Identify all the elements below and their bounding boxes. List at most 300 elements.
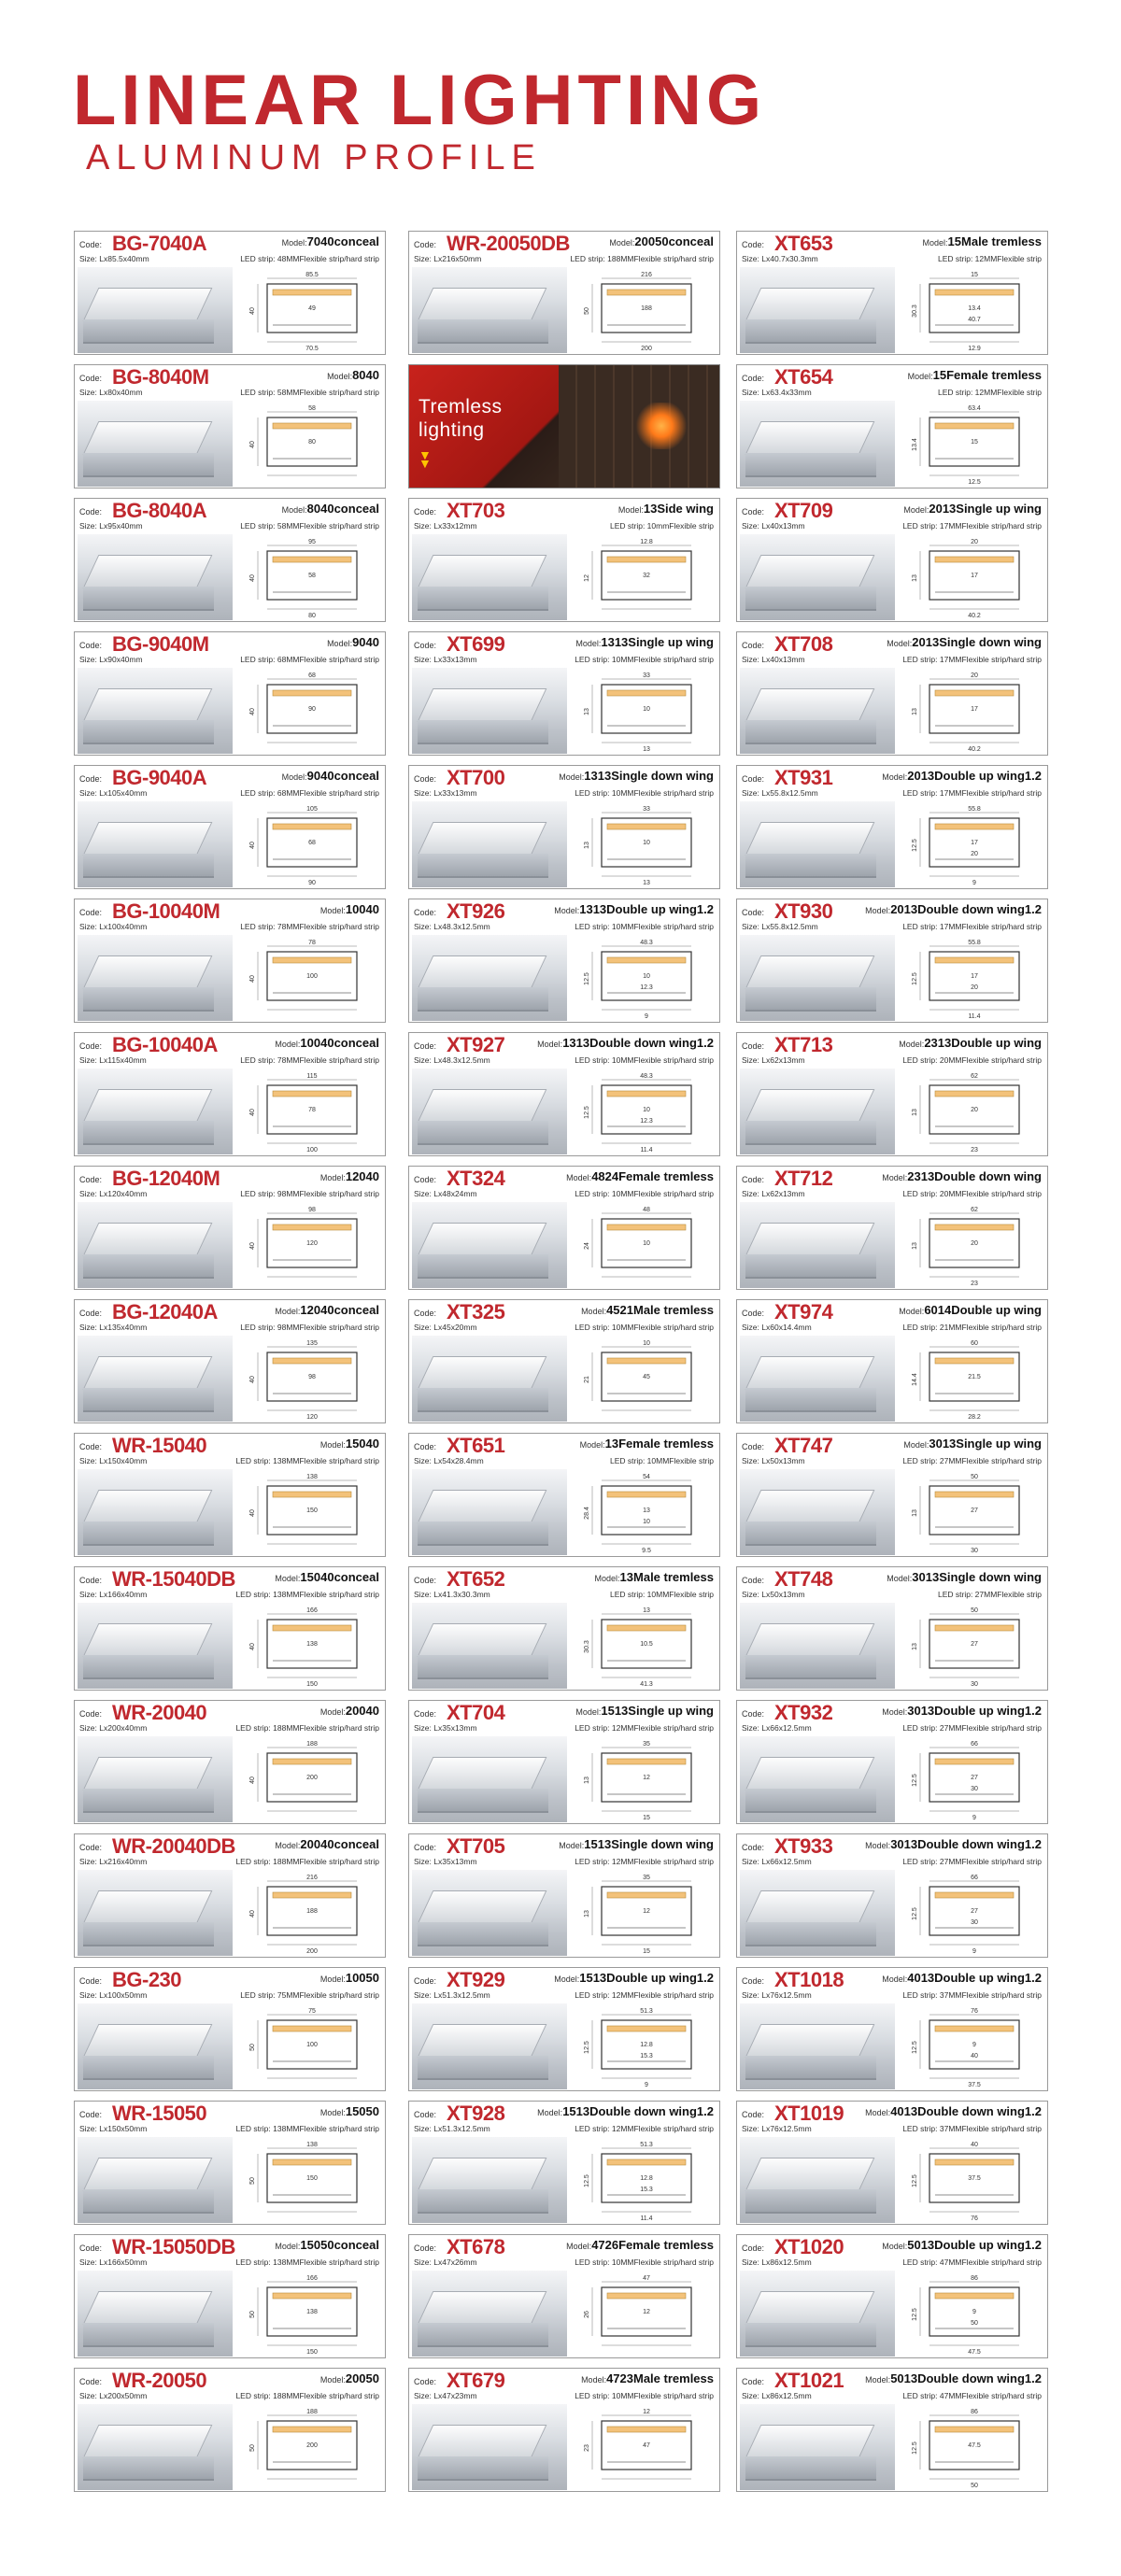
card-header [75, 632, 385, 668]
product-card[interactable] [74, 1299, 386, 1423]
product-card[interactable] [736, 1700, 1048, 1824]
product-card[interactable] [736, 631, 1048, 756]
product-model [899, 1304, 1042, 1318]
product-size [414, 2391, 477, 2400]
code-label: Code: [742, 1309, 765, 1318]
product-led-strip [902, 1857, 1042, 1866]
model-label: Model: [922, 238, 948, 248]
dimension-label-height: 13 [584, 1776, 590, 1784]
product-led-strip [575, 1723, 714, 1733]
dimension-label: 200 [641, 346, 652, 352]
product-card[interactable] [74, 631, 386, 756]
product-model [282, 770, 379, 784]
product-size [414, 521, 477, 531]
model-value: 10040conceal [300, 1036, 379, 1050]
profile-drawing [235, 2139, 383, 2223]
dimension-label-height: 14.4 [912, 1373, 918, 1386]
code-label: Code: [79, 1576, 103, 1585]
product-card[interactable] [408, 631, 720, 756]
product-photo [78, 2404, 233, 2490]
profile-drawing [898, 2272, 1045, 2357]
product-code: XT705 [447, 1834, 505, 1858]
size-label: Size: [742, 1055, 759, 1065]
product-card[interactable] [408, 1967, 720, 2091]
product-size [742, 2258, 812, 2267]
product-card[interactable] [736, 899, 1048, 1023]
product-drawing [898, 1605, 1045, 1689]
model-label: Model: [899, 1307, 925, 1316]
product-drawing [898, 2272, 1045, 2357]
product-card[interactable] [408, 231, 720, 355]
dimension-label: 50 [971, 1607, 978, 1614]
dimension-label: 37.5 [968, 2082, 981, 2088]
product-card[interactable] [74, 2234, 386, 2358]
model-label: Model: [537, 2108, 563, 2117]
product-led-strip [570, 254, 714, 263]
dimension-label: 51.3 [640, 2142, 653, 2148]
product-led-strip [902, 1189, 1042, 1198]
dimension-label: 54 [643, 1474, 650, 1480]
dimension-label: 45 [643, 1374, 650, 1380]
product-card[interactable] [736, 364, 1048, 488]
product-led-strip [938, 388, 1042, 397]
product-card[interactable] [74, 1967, 386, 2091]
product-size [79, 1723, 147, 1733]
dimension-label-height: 12.5 [912, 972, 918, 985]
code-label: Code: [742, 1576, 765, 1585]
led-label: LED strip: [902, 922, 938, 931]
size-value: Lx85.5x40mm [96, 254, 149, 263]
card-header [737, 1033, 1047, 1069]
code-label: Code: [742, 2243, 765, 2253]
dimension-label: 20 [971, 539, 978, 545]
product-drawing [570, 1605, 717, 1689]
product-card[interactable] [408, 1166, 720, 1290]
led-label: LED strip: [902, 1857, 938, 1866]
product-card[interactable] [736, 765, 1048, 889]
product-drawing [898, 536, 1045, 620]
product-model [320, 903, 379, 917]
dimension-label-height: 12.5 [912, 2442, 918, 2455]
dimension-label: 10 [643, 1340, 650, 1347]
card-header [737, 2369, 1047, 2404]
dimension-label: 27 [971, 1507, 978, 1514]
card-header [409, 899, 719, 935]
product-model [559, 1838, 714, 1852]
product-card[interactable] [74, 364, 386, 488]
product-photo [412, 668, 567, 754]
product-led-strip [240, 655, 379, 664]
size-label: Size: [742, 1723, 759, 1733]
profile-drawing [235, 1471, 383, 1555]
dimension-label: 15 [643, 1815, 650, 1821]
model-value: 20050 [345, 2371, 379, 2385]
product-led-strip [610, 1590, 714, 1599]
profile-drawing [570, 1738, 717, 1822]
product-card[interactable] [408, 1299, 720, 1423]
product-model [320, 1972, 379, 1986]
product-drawing [235, 269, 383, 353]
product-led-strip [902, 1323, 1042, 1332]
card-header [409, 1300, 719, 1336]
model-value: 15040 [345, 1437, 379, 1451]
size-label: Size: [742, 254, 759, 263]
profile-drawing [898, 269, 1045, 353]
product-card[interactable] [408, 2368, 720, 2492]
size-label: Size: [742, 788, 759, 798]
card-header [75, 1567, 385, 1603]
product-card[interactable] [74, 1166, 386, 1290]
product-drawing [898, 670, 1045, 754]
product-card[interactable] [736, 1967, 1048, 2091]
dimension-label: 86 [971, 2275, 978, 2282]
dimension-label-height: 50 [249, 2311, 256, 2318]
led-value: 78MMFlexible strip/hard strip [275, 1055, 379, 1065]
profile-drawing [570, 1872, 717, 1956]
led-value: 37MMFlexible strip/hard strip [937, 1990, 1042, 2000]
product-card[interactable] [736, 498, 1048, 622]
product-model [887, 1571, 1042, 1585]
size-label: Size: [414, 1456, 432, 1465]
led-value: 138MMFlexible strip/hard strip [270, 2258, 379, 2267]
dimension-label: 49 [308, 305, 316, 312]
product-model [537, 2105, 714, 2119]
code-label: Code: [79, 2243, 103, 2253]
size-label: Size: [742, 2391, 759, 2400]
dimension-label-height: 40 [249, 708, 256, 715]
model-value: 5013Double up wing1.2 [907, 2238, 1042, 2252]
size-value: Lx55.8x12.5mm [759, 922, 818, 931]
dimension-label: 216 [306, 1875, 318, 1881]
card-header [737, 232, 1047, 267]
profile-drawing [570, 670, 717, 754]
dimension-label: 86 [971, 2409, 978, 2415]
card-header [737, 766, 1047, 801]
product-led-strip [902, 1723, 1042, 1733]
size-value: Lx62x13mm [759, 1055, 805, 1065]
promo-line-2: lighting [419, 419, 485, 441]
product-size [742, 1723, 812, 1733]
dimension-label-height: 26 [584, 2311, 590, 2318]
model-label: Model: [275, 1040, 301, 1049]
product-led-strip [575, 1857, 714, 1866]
led-label: LED strip: [235, 2124, 271, 2133]
led-label: LED strip: [575, 2391, 610, 2400]
product-model [609, 235, 714, 249]
code-label: Code: [79, 641, 103, 650]
product-drawing [570, 1872, 717, 1956]
product-model [327, 369, 379, 383]
product-code: BG-7040A [112, 232, 207, 255]
profile-drawing [898, 2139, 1045, 2223]
model-value: 15Female tremless [932, 368, 1042, 382]
product-card[interactable] [736, 2101, 1048, 2225]
product-drawing [570, 1471, 717, 1555]
profile-drawing [235, 2406, 383, 2490]
product-code: XT747 [774, 1434, 833, 1457]
product-drawing [570, 536, 717, 620]
product-card[interactable] [74, 498, 386, 622]
model-label: Model: [554, 906, 580, 915]
product-size [79, 1323, 147, 1332]
led-label: LED strip: [240, 922, 276, 931]
dimension-label: 12.3 [640, 1118, 653, 1125]
size-value: Lx200x50mm [96, 2391, 148, 2400]
product-card[interactable] [736, 2234, 1048, 2358]
dimension-label: 47 [643, 2442, 650, 2449]
model-value: 20040conceal [300, 1837, 379, 1851]
code-label: Code: [414, 2110, 437, 2119]
product-card[interactable] [74, 2101, 386, 2225]
dimension-label: 48.3 [640, 940, 653, 946]
product-drawing [898, 2406, 1045, 2490]
product-code: XT932 [774, 1701, 833, 1724]
led-value: 17MMFlexible strip/hard strip [937, 655, 1042, 664]
size-value: Lx51.3x12.5mm [431, 1990, 490, 2000]
product-card[interactable] [74, 1833, 386, 1958]
product-photo [740, 801, 895, 887]
product-photo [412, 801, 567, 887]
product-drawing [570, 1338, 717, 1422]
led-label: LED strip: [240, 1055, 276, 1065]
code-label: Code: [742, 240, 765, 249]
product-led-strip [240, 388, 379, 397]
product-led-strip [575, 922, 714, 931]
size-label: Size: [79, 788, 97, 798]
code-label: Code: [79, 1709, 103, 1719]
size-value: Lx115x40mm [96, 1055, 147, 1065]
product-drawing [235, 2139, 383, 2223]
product-card[interactable] [74, 1700, 386, 1824]
product-size [742, 922, 818, 931]
product-model [320, 2372, 379, 2386]
model-label: Model: [566, 1173, 592, 1182]
size-value: Lx47x23mm [431, 2391, 477, 2400]
dimension-label-height: 40 [249, 1776, 256, 1784]
led-label: LED strip: [235, 2258, 271, 2267]
size-value: Lx100x40mm [96, 922, 148, 931]
product-model [320, 2105, 379, 2119]
code-label: Code: [742, 908, 765, 917]
product-led-strip [902, 655, 1042, 664]
product-card[interactable] [736, 1566, 1048, 1691]
product-card[interactable] [74, 899, 386, 1023]
model-value: 9040conceal [306, 769, 379, 783]
size-label: Size: [414, 1189, 432, 1198]
dimension-label-height: 13 [912, 1509, 918, 1517]
card-header [409, 1567, 719, 1603]
led-value: 17MMFlexible strip/hard strip [937, 521, 1042, 531]
dimension-label-height: 12.5 [912, 839, 918, 852]
product-photo [78, 2271, 233, 2357]
product-card[interactable] [74, 1566, 386, 1691]
model-label: Model: [537, 1040, 563, 1049]
size-value: Lx45x20mm [431, 1323, 477, 1332]
model-value: 3013Single up wing [929, 1437, 1042, 1451]
product-code: XT929 [447, 1968, 505, 1991]
product-card[interactable] [736, 1833, 1048, 1958]
dimension-label-height: 40 [249, 1109, 256, 1116]
dimension-label: 63.4 [968, 405, 981, 412]
product-card[interactable] [736, 231, 1048, 355]
led-label: LED strip: [570, 254, 605, 263]
dimension-label: 47.5 [968, 2349, 981, 2356]
product-photo [740, 534, 895, 620]
size-label: Size: [742, 1323, 759, 1332]
product-card[interactable] [736, 1433, 1048, 1557]
profile-drawing [898, 670, 1045, 754]
profile-drawing [898, 1338, 1045, 1422]
product-size [414, 1055, 490, 1065]
page-subtitle: ALUMINUM PROFILE [86, 138, 542, 177]
dimension-label: 9 [972, 1948, 976, 1955]
code-label: Code: [414, 641, 437, 650]
product-card[interactable] [736, 1299, 1048, 1423]
product-card[interactable] [736, 1166, 1048, 1290]
product-photo [740, 1603, 895, 1689]
product-card[interactable] [736, 2368, 1048, 2492]
led-label: LED strip: [235, 1723, 271, 1733]
product-led-strip [902, 1456, 1042, 1465]
dimension-label: 12.8 [640, 539, 653, 545]
product-card[interactable] [408, 498, 720, 622]
size-value: Lx50x13mm [759, 1590, 805, 1599]
size-label: Size: [742, 1189, 759, 1198]
product-drawing [570, 937, 717, 1021]
card-header [409, 1968, 719, 2003]
product-card[interactable] [74, 231, 386, 355]
dimension-label: 20 [971, 672, 978, 679]
product-led-strip [610, 521, 714, 531]
profile-drawing [235, 1338, 383, 1422]
dimension-label: 9 [972, 2042, 976, 2048]
product-code: BG-8040A [112, 499, 207, 522]
product-led-strip [575, 2124, 714, 2133]
size-value: Lx40x13mm [759, 655, 805, 664]
model-label: Model: [319, 1440, 346, 1450]
product-model [275, 1838, 379, 1852]
model-value: 10050 [345, 1971, 379, 1985]
dimension-label: 47 [643, 2275, 650, 2282]
product-card[interactable] [408, 2101, 720, 2225]
product-photo [740, 401, 895, 487]
product-code: BG-10040A [112, 1033, 218, 1056]
product-card[interactable] [736, 1032, 1048, 1156]
dimension-label-height: 50 [249, 2044, 256, 2051]
model-label: Model: [865, 906, 891, 915]
product-model [908, 369, 1042, 383]
dimension-label: 41.3 [640, 1681, 653, 1688]
code-label: Code: [742, 507, 765, 517]
product-card[interactable] [408, 1032, 720, 1156]
dimension-label: 58 [308, 405, 316, 412]
promo-arrow-icon: ▼ ▼ [419, 447, 432, 471]
size-label: Size: [79, 655, 97, 664]
product-led-strip [240, 1323, 379, 1332]
dimension-label: 10 [643, 1107, 650, 1113]
product-model [554, 903, 714, 917]
code-label: Code: [414, 1709, 437, 1719]
size-label: Size: [414, 1723, 432, 1733]
product-code: XT654 [774, 365, 833, 389]
product-size [414, 1723, 477, 1733]
product-card[interactable] [74, 1433, 386, 1557]
dimension-label: 20 [971, 984, 978, 991]
product-led-strip [902, 1990, 1042, 2000]
led-value: 48MMFlexible strip/hard strip [275, 254, 379, 263]
product-card[interactable] [408, 1833, 720, 1958]
product-card[interactable] [74, 2368, 386, 2492]
dimension-label: 120 [306, 1240, 318, 1247]
model-value: 20050conceal [634, 234, 714, 248]
dimension-label: 40 [971, 2053, 978, 2059]
model-value: 1513Single up wing [601, 1704, 714, 1718]
code-label: Code: [414, 1442, 437, 1451]
product-card[interactable] [408, 1433, 720, 1557]
dimension-label: 150 [306, 1507, 318, 1514]
product-drawing [898, 403, 1045, 487]
card-header [409, 499, 719, 534]
product-card[interactable] [74, 1032, 386, 1156]
product-code: BG-9040A [112, 766, 207, 789]
product-card[interactable] [408, 899, 720, 1023]
product-drawing [898, 269, 1045, 353]
product-size [79, 254, 149, 263]
product-size [742, 788, 818, 798]
model-label: Model: [559, 1841, 585, 1850]
dimension-label-height: 30.3 [912, 304, 918, 318]
product-photo [740, 668, 895, 754]
product-photo [740, 2003, 895, 2089]
size-label: Size: [742, 1590, 759, 1599]
product-code: XT748 [774, 1567, 833, 1591]
product-size [79, 521, 143, 531]
model-label: Model: [882, 1707, 908, 1717]
led-value: 21MMFlexible strip/hard strip [937, 1323, 1042, 1332]
model-label: Model: [865, 2375, 891, 2385]
product-photo [740, 935, 895, 1021]
profile-drawing [570, 803, 717, 887]
product-drawing [235, 1070, 383, 1154]
product-led-strip [575, 655, 714, 664]
dimension-label: 23 [971, 1281, 978, 1287]
dimension-label: 30 [971, 1919, 978, 1926]
dimension-label: 32 [643, 573, 650, 579]
model-value: 7040conceal [306, 234, 379, 248]
product-card[interactable] [408, 1700, 720, 1824]
product-code: WR-20050 [112, 2369, 207, 2392]
code-label: Code: [742, 374, 765, 383]
product-card[interactable] [74, 765, 386, 889]
size-label: Size: [414, 2391, 432, 2400]
size-label: Size: [414, 1857, 432, 1866]
product-size [79, 1055, 147, 1065]
led-label: LED strip: [240, 388, 276, 397]
dimension-label: 105 [306, 806, 318, 813]
product-code: WR-20050DB [447, 232, 570, 255]
dimension-label: 37.5 [968, 2175, 981, 2182]
product-card[interactable] [408, 765, 720, 889]
size-label: Size: [742, 1857, 759, 1866]
product-card[interactable] [408, 1566, 720, 1691]
led-value: 98MMFlexible strip/hard strip [275, 1323, 379, 1332]
model-value: 1513Double up wing1.2 [579, 1971, 714, 1985]
model-label: Model: [903, 505, 929, 515]
product-card[interactable] [408, 2234, 720, 2358]
led-label: LED strip: [902, 1723, 938, 1733]
card-header [75, 2102, 385, 2137]
profile-drawing [898, 803, 1045, 887]
